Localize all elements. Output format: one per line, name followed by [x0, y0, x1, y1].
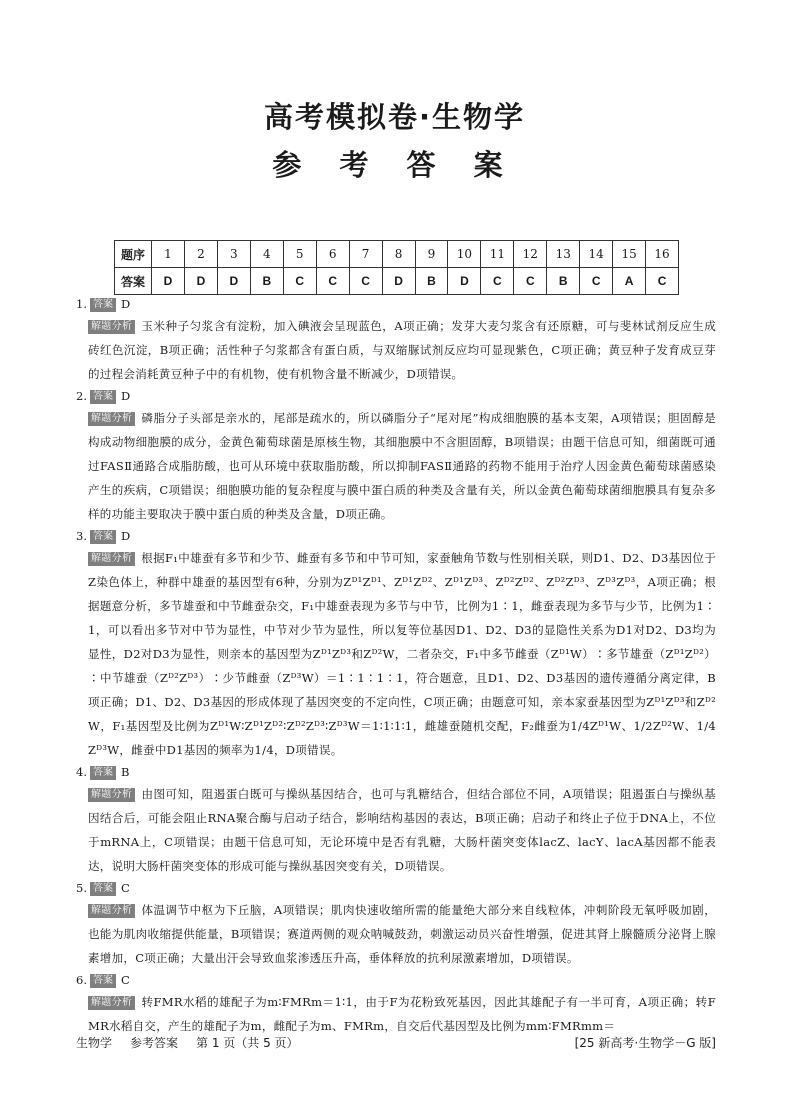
question-3-analysis	[88, 546, 716, 762]
answer-table	[114, 240, 679, 295]
answer-letter: B	[121, 765, 130, 779]
answer-tag: 答案	[90, 298, 116, 312]
question-6-answer	[76, 970, 716, 990]
exam-title: 高考模拟卷·生物学	[263, 100, 526, 134]
answer-cell: C	[283, 268, 316, 295]
question-4-analysis	[88, 782, 716, 878]
answer-tag: 答案	[90, 882, 116, 896]
answer-row	[115, 268, 679, 295]
question-number-label: 6.	[76, 973, 87, 987]
footer-doc-type: 参考答案	[130, 1036, 179, 1050]
question-2-answer	[76, 386, 716, 406]
question-number: 16	[646, 241, 679, 268]
footer-edition: [25 新高考·生物学－G 版]	[574, 1036, 716, 1050]
question-number: 11	[481, 241, 514, 268]
analysis-tag: 解题分析	[88, 996, 135, 1010]
question-2-analysis	[88, 406, 716, 526]
analysis-text: 磷脂分子头部是亲水的，尾部是疏水的，所以磷脂分子“尾对尾”构成细胞膜的基本支架，A项错误；胆固醇是构成动物细胞膜的成分，金黄色葡萄球菌是原核生物，其细胞膜中不含胆固醇，B项错误；由题干信息可知，细菌既可通过FASⅡ通路合成脂肪酸，也可从环境中获取脂肪酸，所以抑制FASⅡ通路的药物不能用于治疗人因金黄色葡萄球菌感染产生的疾病，C项错误；细胞膜功能的复杂程度与膜中蛋白质的种类及含量有关，所以金黄色葡萄球菌细胞膜具有复杂多样的功能主要取决于膜中蛋白质的种类及含量，D项正确。	[88, 411, 716, 521]
question-1-analysis	[88, 314, 716, 386]
row-label-number: 题序	[115, 241, 152, 268]
answer-key-subtitle: 参 考 答 案	[272, 148, 517, 182]
analysis-text: 玉米种子匀浆含有淀粉，加入碘液会呈现蓝色，A项正确；发芽大麦匀浆含有还原糖，可与斐林试剂反应生成砖红色沉淀，B项正确；活性种子匀浆都含有蛋白质，与双缩脲试剂反应均可显现紫色，C项正确；黄豆种子发育成豆芽的过程会消耗黄豆种子中的有机物，使有机物含量不断减少，D项错误。	[88, 319, 716, 381]
footer-page-number: 第 1 页（共 5 页）	[196, 1036, 299, 1050]
analysis-text: 由图可知，阻遏蛋白既可与操纵基因结合，也可与乳糖结合，但结合部位不同，A项错误；阻遏蛋白与操纵基因结合后，可能会阻止RNA聚合酶与启动子结合，影响结构基因的表达，B项正确；启动子和终止子位于DNA上，不位于mRNA上，C项错误；由题干信息可知，无论环境中是否有乳糖，大肠杆菌突变体lacZ、lacY、lacA基因都不能表达，说明大肠杆菌突变体的形成可能与操纵基因突变有关，D项错误。	[88, 787, 716, 873]
answer-cell: C	[481, 268, 514, 295]
analysis-tag: 解题分析	[88, 788, 135, 802]
question-number: 15	[613, 241, 646, 268]
analysis-tag: 解题分析	[88, 552, 135, 566]
answer-tag: 答案	[90, 766, 116, 780]
question-number: 3	[217, 241, 250, 268]
analysis-tag: 解题分析	[88, 412, 135, 426]
question-number: 4	[250, 241, 283, 268]
answer-tag: 答案	[90, 974, 116, 988]
analysis-tag: 解题分析	[88, 904, 135, 918]
answer-cell: A	[613, 268, 646, 295]
question-number: 9	[415, 241, 448, 268]
question-number: 12	[514, 241, 547, 268]
answer-cell: C	[316, 268, 349, 295]
question-number-row	[115, 241, 679, 268]
footer-subject: 生物学	[76, 1036, 113, 1050]
answer-cell: C	[514, 268, 547, 295]
question-5-answer	[76, 878, 716, 898]
analysis-text: 转FMR水稻的雄配子为m∶FMRm＝1∶1，由于F为花粉致死基因，因此其雄配子有一半可育，A项正确；转FMR水稻自交，产生的雄配子为m，雌配子为m、FMRm，自交后代基因型及比例为mm∶FMRmm＝	[88, 995, 716, 1033]
answer-cell: C	[580, 268, 613, 295]
question-number: 7	[349, 241, 382, 268]
answer-cell: D	[184, 268, 217, 295]
question-number: 1	[152, 241, 185, 268]
question-6-analysis	[88, 990, 716, 1038]
answer-letter: D	[121, 297, 131, 311]
question-number: 13	[547, 241, 580, 268]
answer-cell: B	[547, 268, 580, 295]
answer-cell: D	[382, 268, 415, 295]
answer-tag: 答案	[90, 530, 116, 544]
answer-letter: C	[121, 973, 130, 987]
question-5-analysis	[88, 898, 716, 970]
question-number-label: 4.	[76, 765, 87, 779]
footer-left	[76, 1034, 317, 1051]
answer-letter: D	[121, 389, 131, 403]
question-number: 2	[184, 241, 217, 268]
question-number-label: 2.	[76, 389, 87, 403]
question-number-label: 5.	[76, 881, 87, 895]
answer-tag: 答案	[90, 390, 116, 404]
answer-cell: D	[217, 268, 250, 295]
answer-cell: C	[349, 268, 382, 295]
answer-cell: D	[152, 268, 185, 295]
question-3-answer	[76, 526, 716, 546]
analysis-text: 体温调节中枢为下丘脑，A项错误；肌肉快速收缩所需的能量绝大部分来自线粒体，冲刺阶段无氧呼吸加剧，也能为肌肉收缩提供能量，B项错误；赛道两侧的观众呐喊鼓劲，刺激运动员兴奋性增强，促进其肾上腺髓质分泌肾上腺素增加，C项正确；大量出汗会导致血浆渗透压升高，垂体释放的抗利尿激素增加，D项错误。	[88, 903, 716, 965]
answer-letter: C	[121, 881, 130, 895]
solutions	[76, 294, 716, 1038]
question-number: 6	[316, 241, 349, 268]
answer-cell: B	[250, 268, 283, 295]
analysis-tag: 解题分析	[88, 320, 135, 334]
answer-letter: D	[121, 529, 131, 543]
question-number: 5	[283, 241, 316, 268]
question-number: 8	[382, 241, 415, 268]
question-number-label: 1.	[76, 297, 87, 311]
question-number: 10	[448, 241, 481, 268]
question-1-answer	[76, 294, 716, 314]
question-4-answer	[76, 762, 716, 782]
analysis-text: 根据F₁中雄蚕有多节和少节、雌蚕有多节和中节可知，家蚕触角节数与性别相关联，则D1、D2、D3基因位于Z染色体上，种群中雄蚕的基因型有6种，分别为Zᴰ¹Zᴰ¹、Zᴰ¹Zᴰ²、Zᴰ¹Zᴰ³、Zᴰ²Zᴰ²、Zᴰ²Zᴰ³、Zᴰ³Zᴰ³，A项正确；根据题意分析，多节雄蚕和中节雌蚕杂交，F₁中雄蚕表现为多节与中节，比例为1∶1，雌蚕表现为多节与少节，比例为1∶1，可以看出多节对中节为显性，中节对少节为显性，所以复等位基因D1、D2、D3的显隐性关系为D1对D2、D3均为显性，D2对D3为显性，则亲本的基因型为Zᴰ¹Zᴰ³和Zᴰ²W，二者杂交，F₁中多节雌蚕（Zᴰ¹W）∶多节雄蚕（Zᴰ¹Zᴰ²）∶中节雄蚕（Zᴰ²Zᴰ³）∶少节雌蚕（Zᴰ³W）＝1∶1∶1∶1，符合题意，且D1、D2、D3基因的遗传遵循分离定律，B项正确；D1、D2、D3基因的形成体现了基因突变的不定向性，C项正确；由题意可知，亲本家蚕基因型为Zᴰ¹Zᴰ³和Zᴰ²W，F₁基因型及比例为Zᴰ¹W∶Zᴰ¹Zᴰ²∶Zᴰ²Zᴰ³∶Zᴰ³W＝1∶1∶1∶1，雌雄蚕随机交配，F₂雌蚕为1/4Zᴰ¹W、1/2Zᴰ²W、1/4Zᴰ³W，雌蚕中D1基因的频率为1/4，D项错误。	[88, 551, 716, 757]
answer-cell: B	[415, 268, 448, 295]
question-number: 14	[580, 241, 613, 268]
question-number-label: 3.	[76, 529, 87, 543]
answer-cell: C	[646, 268, 679, 295]
answer-cell: D	[448, 268, 481, 295]
row-label-answer: 答案	[115, 268, 152, 295]
